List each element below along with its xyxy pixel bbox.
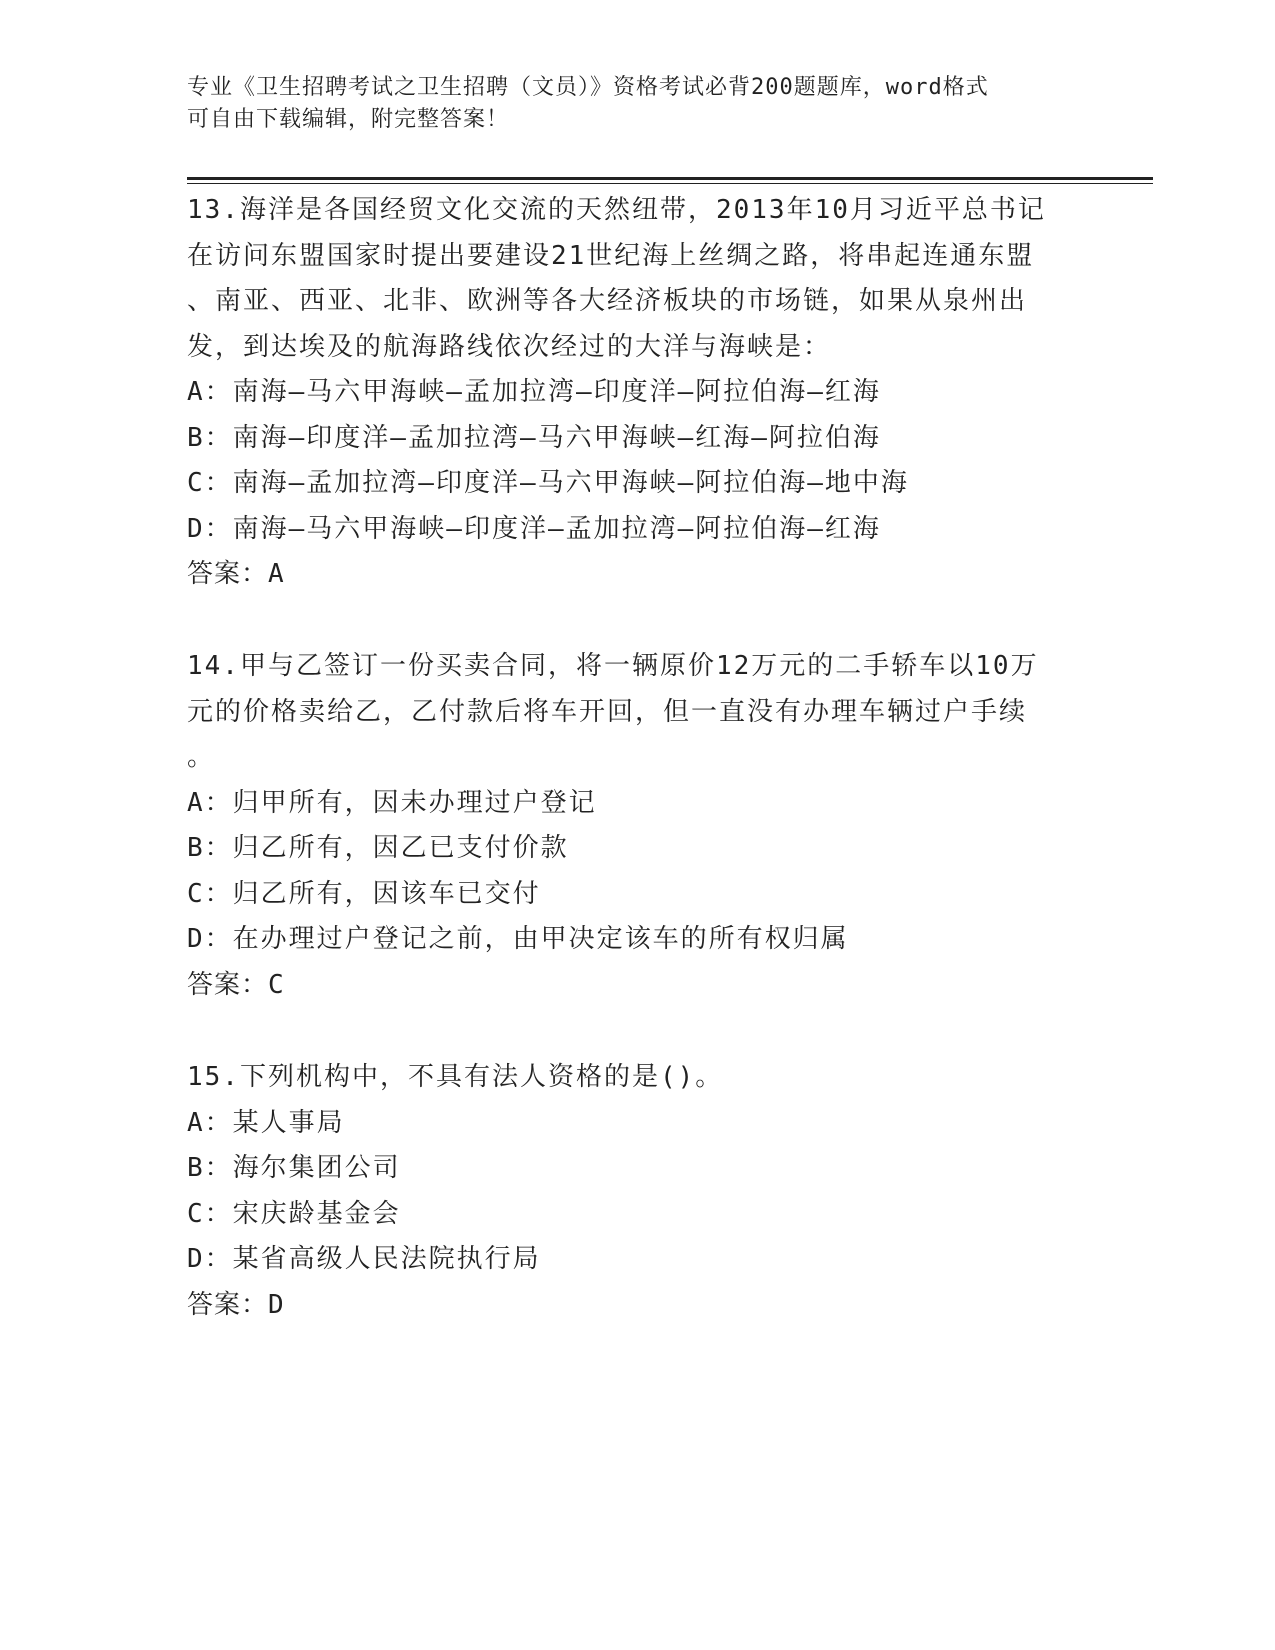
question-13 [187,188,1087,598]
option-c: C：宋庆龄基金会 [187,1198,401,1229]
header-divider-thick [187,177,1153,180]
option-c: C：归乙所有，因该车已交付 [187,878,541,909]
option-a: A：归甲所有，因未办理过户登记 [187,787,597,818]
option-a: A：某人事局 [187,1107,345,1138]
option-c: C：南海—孟加拉湾—印度洋—马六甲海峡—阿拉伯海—地中海 [187,468,909,498]
question-text-line: 、南亚、西亚、北非、欧洲等各大经济板块的市场链，如果从泉州出 [187,286,1028,316]
answer-line: 答案：D [187,1289,285,1320]
question-text-line: 发，到达埃及的航海路线依次经过的大洋与海峡是： [187,331,832,362]
answer-line: 答案：A [187,559,285,589]
header-divider-thin [187,183,1153,184]
question-text-line: 在访问东盟国家时提出要建设21世纪海上丝绸之路，将串起连通东盟 [187,240,1035,271]
question-text-line: 。 [187,742,216,772]
option-d: D：在办理过户登记之前，由甲决定该车的所有权归属 [187,924,849,954]
header-line-2: 可自由下载编辑，附完整答案！ [187,107,510,132]
question-text-line: 15.下列机构中，不具有法人资格的是()。 [187,1062,724,1092]
option-d: D：南海—马六甲海峡—印度洋—孟加拉湾—阿拉伯海—红海 [187,513,881,544]
question-15 [187,1055,1087,1328]
question-14 [187,644,1087,1008]
option-b: B：南海—印度洋—孟加拉湾—马六甲海峡—红海—阿拉伯海 [187,422,881,453]
option-d: D：某省高级人民法院执行局 [187,1244,541,1274]
option-a: A：南海—马六甲海峡—孟加拉湾—印度洋—阿拉伯海—红海 [187,377,881,407]
question-text-line: 14.甲与乙签订一份买卖合同，将一辆原价12万元的二手轿车以10万 [187,651,1039,681]
document-header [187,72,1067,136]
answer-line: 答案：C [187,969,285,1000]
option-b: B：归乙所有，因乙已支付价款 [187,833,569,863]
header-line-1: 专业《卫生招聘考试之卫生招聘（文员）》资格考试必背200题题库，word格式 [187,75,989,100]
question-text-line: 元的价格卖给乙，乙付款后将车开回，但一直没有办理车辆过户手续 [187,696,1028,727]
question-text-line: 13.海洋是各国经贸文化交流的天然纽带，2013年10月习近平总书记 [187,195,1046,225]
option-b: B：海尔集团公司 [187,1153,401,1183]
